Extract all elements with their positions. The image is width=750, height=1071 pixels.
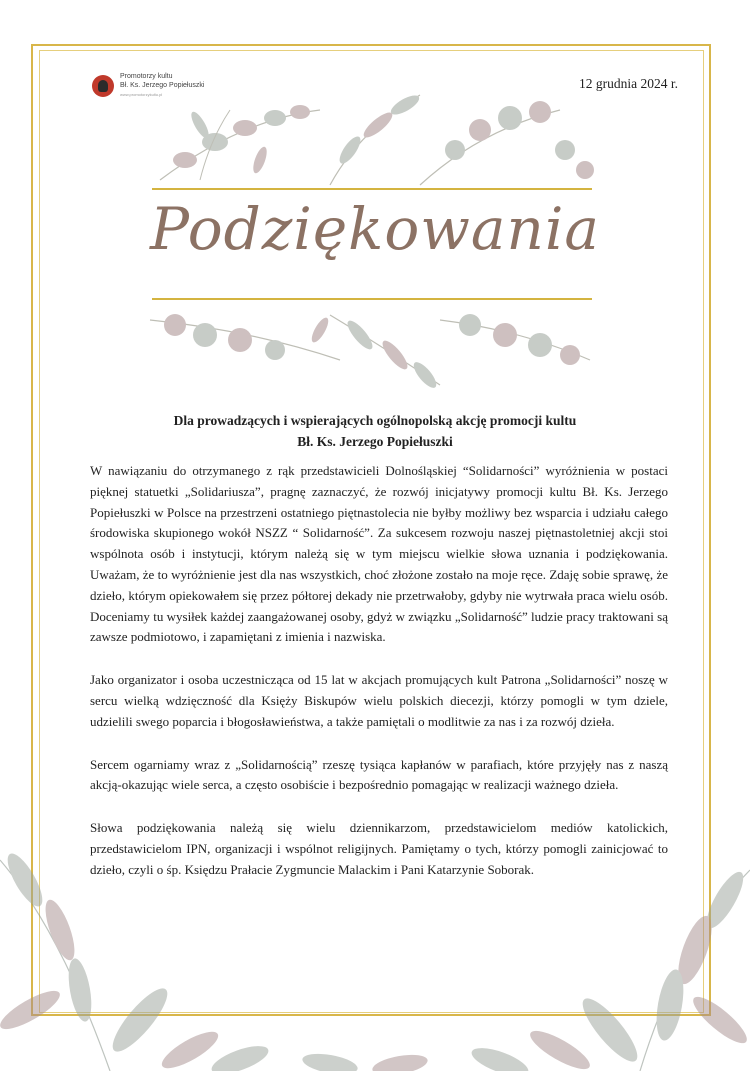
paragraph: Słowa podziękowania należą się wielu dziennikarzom, przedstawicielom mediów katolickich, przedstawicielom IPN, organizacji i wspólnot religijnych. Pamiętamy o tych, którzy pomogli zainicjować to dzieło, czyli o śp. Księdzu Prałacie Zygmuncie Malackim i Pani Katarzynie Soborak.	[90, 820, 668, 877]
paragraph: Jako organizator i osoba uczestnicząca od 15 lat w akcjach promujących kult Patrona „Solidarności” noszę w sercu wielką wdzięczność dla Księży Biskupów wielu polskich diecezji, którzy pomogli w tym dziele, udzielili swego poparcia i błogosławieństwa, a także pamiętali o modlitwie za nas i za rozwój dzieła.	[90, 672, 668, 729]
heading-line-2: Bł. Ks. Jerzego Popiełuszki	[297, 434, 453, 449]
logo-line-2: Bł. Ks. Jerzego Popiełuszki	[120, 82, 205, 89]
paragraph: W nawiązaniu do otrzymanego z rąk przedstawicieli Dolnośląskiej “Solidarności” wyróżnienia w postaci pięknej statuetki „Solidariusza”, pragnę zaznaczyć, że rozwój inicjatywy promocji kultu Bł. Ks. Jerzego Popiełuszki w Polsce na przestrzeni ostatniego piętnastolecia nie byłby możliwy bez wsparcia i udziału całego środowiska skupionego wokół NSZZ “ Solidarność”. Za sukcesem rozwoju naszej piętnastoletniej akcji stoi wspólnota osób i instytucji, którym należą się w tym miejscu wielkie słowa uznania i podziękowania. Uważam, że to wyróżnienie jest dla nas wszystkich, choć złożone zostało na moje ręce. Zdaję sobie sprawę, że dzieło, którym opiekowałem się przez półtorej dekady nie przetrwałoby, gdyby nie wytrwała praca wielu osób. Doceniamy tu wysiłek każdej zaangażowanej osoby, gdyż w związku „Solidarność” ludzie pracy traktowani są zawsze podmiotowo, i zapamiętani z imienia i nazwiska.	[90, 463, 668, 645]
gold-rule-top	[152, 188, 592, 190]
gold-rule-bottom	[152, 298, 592, 300]
letter-heading	[60, 410, 690, 452]
logo-line-1: Promotorzy kultu	[120, 73, 173, 80]
page-title: Podziękowania	[150, 195, 600, 263]
heading-line-1: Dla prowadzących i wspierających ogólnopolską akcję promocji kultu	[173, 413, 577, 428]
paragraph: Sercem ogarniamy wraz z „Solidarnością” rzeszę tysiąca kapłanów w parafiach, które przyjęły nas z naszą akcją-okazując wiele serca, a często osobiście i bezpośrednio pomagając w realizacji ważnego dzieła.	[90, 756, 668, 793]
organization-logo	[92, 72, 204, 99]
logo-url: www.promotorzykultu.pl	[120, 92, 163, 97]
letter-date: 12 grudnia 2024 r.	[579, 76, 678, 91]
letter-body	[90, 461, 668, 903]
portrait-icon	[92, 75, 114, 97]
